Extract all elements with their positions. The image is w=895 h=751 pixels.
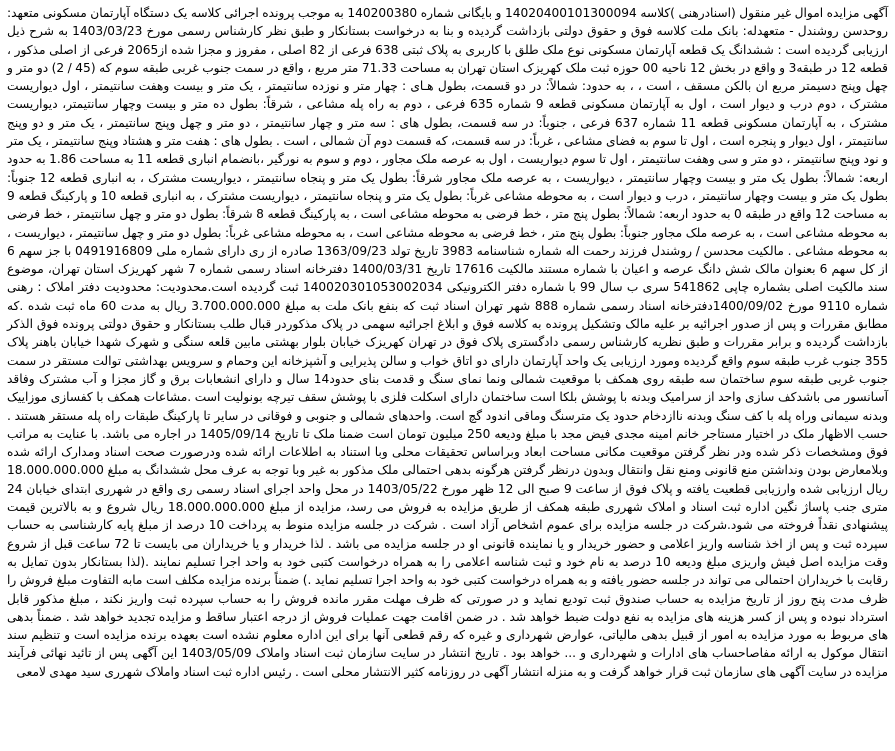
auction-notice-text: آگهی مزایده اموال غیر منقول (اسنادرهنی )کلاسه 14020400101300094 و بایگانی شماره 140200380 به موجب پرونده اجرائی کلاسه یک دستگاه آپارتمان مسکونی متعهد: روحدسن روشندل - متعهدله: بانک ملت کلاسه فوق و حقوق دولتی بازداشت گردیده و بنا به درخواست بستانکار و طبق نظر کارشناس رسمی مورخ 1403/03/23 به شرح ذیل ارزیابی گردیده است : ششدانگ یک قطعه آپارتمان مسکونی نوع ملک طلق با کاربری به پلاک ثبتی 638 فرعی از 82 اصلی ، مفروز و مجزا شده از2065 فرعی از اصلی مذکور ، قطعه 12 در طبقه3 و واقع در بخش 12 ناحیه 00 حوزه ثبت ملک کهریزک استان تهران به مساحت 71.33 متر مربع ، واقع در سمت جنوب غربی طبقه سوم که (45 / 2) دو متر و چهل وپنج دسیمتر مربع ان بالکن مسقف ، است ، ، به حدود: شمالاً: در دو قسمت، بطول هـای : چهار متر و نوزده سانتیمتر ، یک متر و بیست وهفت سانتیمتر ، اول دیواریست مشترک ، دوم درب و دیوار است ، اول به آپارتمان مسکونی قطعه 9 شماره 635 فرعی ، دوم به راه پله مشاعی ، شرقاً: بطول ده متر و بیست وچهار سانتیمتر، دیواریست مشترک ، به آپارتمان مسکونی قطعه 11 شماره 637 فرعی ، جنوباً: در سه قسمت، بطول های : سه متر و چهار سانتیمتر ، دو متر و چهل وپنج سانتیمتر ، یک متر و دو وپنج سانتیمتر ، اول دیوار و پنجره است ، اول تا سوم به فضای مشاعی ، غرباً: در سه قسمت، که قسمت دوم آن شمالی ، است . بطول های : هفت متر و هشتاد وپنج سانتیمتر ، یک متر و نود وپنج سانتیمتر ، دو متر و سی وهفت سانتیمتر ، اول تا سوم دیواریست ، اول به عرصه ملک مجاور ، دوم و سوم به نورگیر ،بانضمام انباری قطعه 11 به مساحت 1.86 به حدود اربعه: شمالاً: بطول یک متر و بیست وچهار سانتیمتر ، دیواریست ، به عرصه ملک مجاور شرقاً: بطول یک متر و پنجاه سانتیمتر ، دیواریست مشترک ، به انباری قطعه 12 جنوباً: بطول یک متر و بیست وچهار سانتیمتر ، درب و دیوار است ، به محوطه مشاعی غرباً: بطول یک متر و پنجاه سانتیمتر ، دیواریست مشترک ، به انباری قطعه 10 و پارکینگ قطعه 9 به مساحت 12 واقع در طبقه 0 به حدود اربعه: شمالاً: بطول پنج متر ، خط فرضی به محوطه مشاعی است ، به پارکینگ قطعه 8 شرقاً: بطول دو متر و چهل سانتیمتر ، خط فرضی به محوطه مشاعی است ، به عرصه ملک مجاور جنوباً: بطول پنج متر ، خط فرضی به محوطه مشاعی است ، به محوطه مشاعی غرباً: بطول دو متر و چهل سانتیمتر ، دیواریست ، به محوطه مشاعی . مالکیت محدسن / روشندل فرزند رحمت اله شماره شناسنامه 3983 تاریخ تولد 1363/09/23 صادره از ری دارای شماره ملی 0491916809 با جز سهم 6 از کل سهم 6 بعنوان مالک شش دانگ عرصه و اعیان با شماره مستند مالکیت 17616 تاریخ 1400/03/31 دفترخانه اسناد رسمی شماره 7 شهر کهریزک استان تهران، موضوع سند مالکیت اصلی بشماره چاپی 541862 سری ب سال 99 با شماره دفتر الکترونیکی 140020301053002034 ثبت گردیده است.محدودیت: محدودیت دفتر املاک : رهنی شماره 9110 مورخ 1400/09/02دفترخانه اسناد رسمی شماره 888 شهر تهران اسناد ثبت که بنفع بانک ملت به مبلغ 3.700.000.000 ریال به مدت 60 ماه ثبت شده .که مطابق مقررات و پس از صدور اجرائیه بر علیه مالک وتشکیل پرونده به کلاسه فوق و ابلاغ اجرائیه سهمی در پلاک مذکوردر قبال طلب بستانکار و حقوق دولتی پرونده فوق الذکر بازداشت گردیده و برابر مقررات و طبق نظریه کارشناس رسمی دادگستری پلاک فوق در تهران کهریزک خیابان بلوار بهشتی مابین قلعه سنگی و شهرک شهدا خیابان باهنر پلاک 355 جنوب غرب طبقه سوم واقع گردیده ومورد ارزیابی یک واحد آپارتمان دارای دو اتاق خواب و سالن پذیرایی و آشپزخانه این وحمام و سرویس بهداشتی توالت مستقر در سمت جنوب غربی طبقه سوم ساختمان سه طبقه روی همکف با موقعیت شمالی ونما نمای سنگ و قدمت بنای حدود14 سال و دارای انشعابات برق و گاز مجزا و آب مشترک وفاقد آسانسور می باشدکف سازی واحد از سرامیک وبدنه با پوشش بلکا است ساختمان دارای اسکلت فلزی با پوشش سقف تیرچه بونولیت است .مشاعات همکف با کفسازی موزاییک وبدنه سیمانی وراه پله با کف سنگ وبدنه ناازدخام حدود یک مترسنگ وماقی اندود گچ است. واحدهای شمالی و جنوبی و فوقانی در سایر تا پارکینگ طبقات راه پله مستقر هستند . حسب الاظهار ملک در اختیار مستاجر خانم امینه مجدی فیض مجد با مبلغ ودیعه 250 میلیون تومان است ضمنا ملک تا تاریخ 1405/09/14 در اجاره می باشد. با عنایت به مراتب فوق ومشخصات ذکر شده ودر نظر گرفتن موقعیت مکانی مساحت ابعاد وبراساس تحقیقات محلی وبا استناد به اطلاعات ارائه شده ودرصورت صحت اسناد ومدارک ارائه شده وبلامعارض بودن ونداشتن منع قانونی ومنع نقل وانتقال وبدون درنظر گرفتن هرگونه بدهی احتمالی ملک مذکور به غیر وبا توجه به عرف محل ششدانگ به مبلغ 18.000.000.000 ریال ارزیابی شده وارزیابی قطعیت یافته و پلاک فوق از ساعت 9 صبح الی 12 ظهر مورخ 1403/05/22 در محل واحد اجرای اسناد رسمی ری واقع در شهرری ابتدای خیابان 24 متری جنب پاساژ نگین اداره ثبت اسناد و املاک شهرری طبقه همکف از طریق مزایده به فروش می رسد، مزایده از مبلغ 18.000.000.000 ریال شروع و به بالاترین قیمت پیشنهادی نقداً فروخته می شود.شرکت در جلسه مزایده برای عموم اشخاص آزاد است . شرکت در جلسه مزایده منوط به پرداخت 10 درصد از مبلغ پایه کارشناسی به حساب سپرده ثبت و پس از اخذ شناسه واریز اعلامی و حضور خریدار و یا نماینده قانونی او در جلسه مزایده می باشد . لذا خریدار و یا خریداران می بایست تا 72 ساعت قبل از شروع وقت مزایده اصل فیش واریزی مبلغ ودیعه 10 درصد به نام خود و ثبت شناسه اعلامی را به همراه درخواست کتبی خود به واحد اجرا تسلیم نمایند .(لذا بستانکار بدون تمایل به رقابت با خریداران احتمالی می تواند در جلسه حضور یافته و به همراه درخواست کتبی خود به واحد اجرا تسلیم نماید .) ضمناً برنده مزایده مکلف است مابه التفاوت مبلغ فروش را ظرف مدت پنج روز از تاریخ مزایده به حساب صندوق ثبت تودیع نماید و در صورتی که ظرف مهلت مقرر مانده فروش را به حساب سپرده ثبت واریز نکند ، مبلغ مذکور قابل استرداد نبوده و پس از کسر هزینه های مزایده به نفع دولت ضبط خواهد شد . در ضمن اقامت جهت عملیات فروش از درجه اعتبار ساقط و مزایده تجدید خواهد شد . ضمناً بدهی های مربوط به مورد مزایده به امور از قبیل بدهی مالیاتی، عوارض شهرداری و غیره که رقم قطعی آنها برای این اداره معلوم نشده است بعهده برنده مزایده است و تنظیم سند انتقال موکول به ارائه مفاصاحساب های ادارات و شهرداری و ... خواهد بود . تاریخ انتشار در سایت سازمان ثبت اسناد واملاک 1403/05/09 این آگهی پس از تائید نهائی فرآیند مزایده در سایت آگهی های سازمان ثبت قرار خواهد گرفت و به منزله انتشار آگهی در روزنامه کثیر الانتشار محلی است . رئیس اداره ثبت اسناد واملاک شهرری سید مهدی لامعی xyxy=(7,6,889,679)
